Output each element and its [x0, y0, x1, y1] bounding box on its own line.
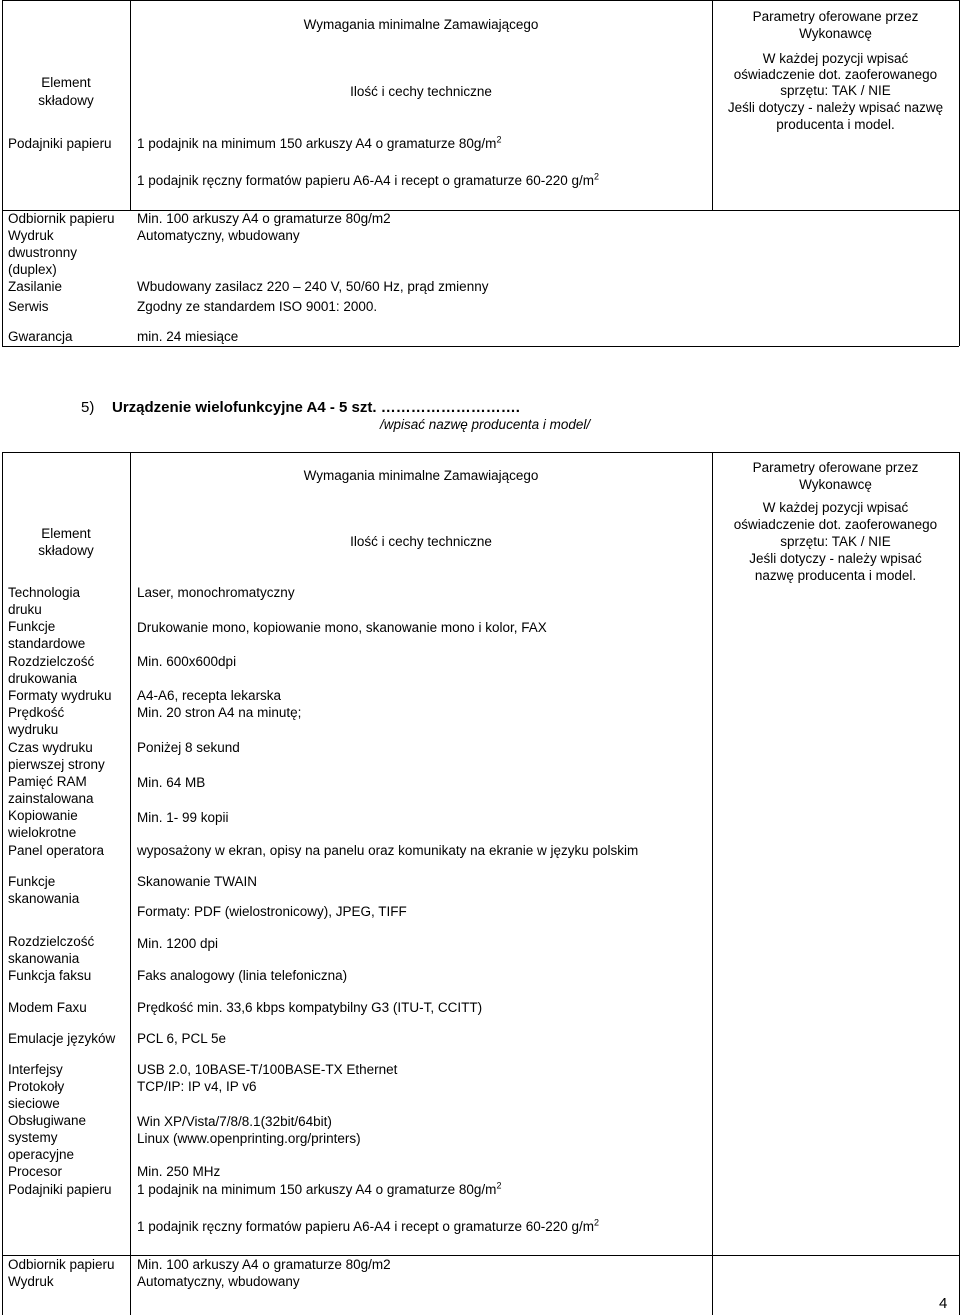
label-protokoly-l2: sieciowe — [8, 1096, 60, 1111]
table1-instruction-line3: sprzętu: TAK / NIE — [780, 83, 891, 98]
table1-header-quantity: Ilość i cechy techniczne — [350, 84, 492, 99]
value-predkosc: Min. 20 stron A4 na minutę; — [137, 705, 302, 720]
label-interfejsy: Interfejsy — [8, 1062, 63, 1077]
value-odbiornik: Min. 100 arkuszy A4 o gramaturze 80g/m2 — [137, 1257, 391, 1272]
label-formaty: Formaty wydruku — [8, 688, 112, 703]
value-os-2: Linux (www.openprinting.org/printers) — [137, 1131, 361, 1146]
value-faks: Faks analogowy (linia telefoniczna) — [137, 968, 348, 983]
section-title: Urządzenie wielofunkcyjne A4 - 5 szt. ………………………. — [112, 399, 520, 416]
value-rozdz-skan: Min. 1200 dpi — [137, 936, 219, 951]
table2-instruction-line1: W każdej pozycji wpisać — [762, 500, 909, 515]
label-emulacje: Emulacje języków — [8, 1031, 116, 1046]
table1-header-requirements: Wymagania minimalne Zamawiającego — [303, 17, 539, 32]
label-os-l2: systemy — [8, 1130, 58, 1145]
value-podajniki-2: 1 podajnik ręczny formatów papieru A6-A4 i recept o gramaturze 60-220 $g/m^2$ — [137, 1217, 600, 1234]
label-predkosc-l1: Prędkość — [8, 705, 65, 720]
table1-header-element-line2: składowy — [38, 93, 94, 108]
value-czas: Poniżej 8 sekund — [137, 740, 240, 755]
label-os-l1: Obsługiwane — [8, 1113, 87, 1128]
value-modem: Prędkość min. 33,6 kbps kompatybilny G3 (ITU-T, CCITT) — [137, 1000, 483, 1015]
value-kopiowanie: Min. 1- 99 kopii — [137, 810, 229, 825]
table2-header-element-line1: Element — [41, 526, 91, 541]
value-zasilanie: Wbudowany zasilacz 220 – 240 V, 50/60 Hz, prąd zmienny — [137, 279, 489, 294]
label-podajniki-papieru: Podajniki papieru — [8, 136, 112, 151]
value-funkcje-skan-2: Formaty: PDF (wielostronicowy), JPEG, TIFF — [137, 904, 407, 919]
value-podajniki-2: 1 podajnik ręczny formatów papieru A6-A4 i recept o gramaturze 60-220 $g/m^2$ — [137, 171, 600, 188]
label-technologia-l2: druku — [8, 602, 42, 617]
page-number: 4 — [939, 1295, 948, 1312]
table2-instruction-line5: nazwę producenta i model. — [754, 568, 917, 583]
table2-header-requirements: Wymagania minimalne Zamawiającego — [303, 468, 539, 483]
label-wydruk-l1: Wydruk — [8, 228, 54, 243]
label-procesor: Procesor — [8, 1164, 63, 1179]
table1-instruction-line5: producenta i model. — [776, 117, 895, 132]
table2-instruction-line2: oświadczenie dot. zaoferowanego — [733, 517, 938, 532]
label-kopiowanie-l2: wielokrotne — [8, 825, 77, 840]
value-wydruk: Automatyczny, wbudowany — [137, 228, 300, 243]
value-technologia: Laser, monochromatyczny — [137, 585, 295, 600]
label-technologia-l1: Technologia — [8, 585, 81, 600]
value-serwis: Zgodny ze standardem ISO 9001: 2000. — [137, 299, 378, 314]
label-wydruk-l2: dwustronny — [8, 245, 78, 260]
table2-instruction-line4: Jeśli dotyczy - należy wpisać — [749, 551, 922, 566]
label-funkcje-l1: Funkcje — [8, 619, 56, 634]
table2-header-element-line2: składowy — [38, 543, 94, 558]
value-protokoly: TCP/IP: IP v4, IP v6 — [137, 1079, 257, 1094]
label-odbiornik-papieru: Odbiornik papieru — [8, 211, 115, 226]
label-funkcje-skan-l1: Funkcje — [8, 874, 56, 889]
table2-header-params-line1: Parametry oferowane przez — [752, 460, 919, 475]
table2-instruction-line3: sprzętu: TAK / NIE — [780, 534, 891, 549]
section-subtitle: /wpisać nazwę producenta i model/ — [380, 417, 591, 432]
table1-instruction-line4: Jeśli dotyczy - należy wpisać nazwę — [727, 100, 944, 115]
label-wydruk-l3: (duplex) — [8, 262, 57, 277]
table1-header-params-line1: Parametry oferowane przez — [752, 9, 919, 24]
value-emulacje: PCL 6, PCL 5e — [137, 1031, 227, 1046]
value-interfejsy: USB 2.0, 10BASE-T/100BASE-TX Ethernet — [137, 1062, 398, 1077]
value-gwarancja: min. 24 miesiące — [137, 329, 239, 344]
value-panel: wyposażony w ekran, opisy na panelu oraz komunikaty na ekranie w języku polskim — [137, 843, 639, 858]
value-formaty: A4-A6, recepta lekarska — [137, 688, 282, 703]
value-wydruk: Automatyczny, wbudowany — [137, 1274, 300, 1289]
label-funkcje-skan-l2: skanowania — [8, 891, 80, 906]
label-rozdz-skan-l1: Rozdzielczość — [8, 934, 95, 949]
label-funkcje-l2: standardowe — [8, 636, 86, 651]
label-ram-l1: Pamięć RAM — [8, 774, 87, 789]
label-zasilanie: Zasilanie — [8, 279, 63, 294]
value-ram: Min. 64 MB — [137, 775, 206, 790]
label-rozdzielczosc-l2: drukowania — [8, 671, 78, 686]
value-podajniki-1: 1 podajnik na minimum 150 arkuszy A4 o gramaturze $80g/m^2$ — [137, 134, 502, 151]
label-podajniki: Podajniki papieru — [8, 1182, 112, 1197]
label-serwis: Serwis — [8, 299, 49, 314]
label-rozdzielczosc-l1: Rozdzielczość — [8, 654, 95, 669]
label-faks: Funkcja faksu — [8, 968, 92, 983]
value-rozdzielczosc: Min. 600x600dpi — [137, 654, 237, 669]
table1-instruction-line1: W każdej pozycji wpisać — [762, 51, 909, 66]
label-wydruk: Wydruk — [8, 1274, 54, 1289]
table2-header-params-line2: Wykonawcę — [799, 477, 872, 492]
label-gwarancja: Gwarancja — [8, 329, 73, 344]
table1-header-element-line1: Element — [41, 75, 91, 90]
value-procesor: Min. 250 MHz — [137, 1164, 221, 1179]
label-odbiornik: Odbiornik papieru — [8, 1257, 115, 1272]
label-czas-l2: pierwszej strony — [8, 757, 105, 772]
label-panel: Panel operatora — [8, 843, 105, 858]
value-podajniki-1: 1 podajnik na minimum 150 arkuszy A4 o gramaturze $80g/m^2$ — [137, 1180, 502, 1197]
table1-header-params-line2: Wykonawcę — [799, 26, 872, 41]
label-czas-l1: Czas wydruku — [8, 740, 93, 755]
label-os-l3: operacyjne — [8, 1147, 75, 1162]
label-modem: Modem Faxu — [8, 1000, 87, 1015]
value-funkcje-skan-1: Skanowanie TWAIN — [137, 874, 258, 889]
label-predkosc-l2: wydruku — [8, 722, 59, 737]
label-ram-l2: zainstalowana — [8, 791, 94, 806]
label-kopiowanie-l1: Kopiowanie — [8, 808, 78, 823]
label-protokoly-l1: Protokoły — [8, 1079, 65, 1094]
label-rozdz-skan-l2: skanowania — [8, 951, 80, 966]
value-os-1: Win XP/Vista/7/8/8.1(32bit/64bit) — [137, 1114, 332, 1129]
table2-header-quantity: Ilość i cechy techniczne — [350, 534, 492, 549]
value-odbiornik: Min. 100 arkuszy A4 o gramaturze 80g/m2 — [137, 211, 391, 226]
section-number: 5) — [81, 399, 95, 416]
table1-instruction-line2: oświadczenie dot. zaoferowanego — [733, 67, 938, 82]
value-funkcje: Drukowanie mono, kopiowanie mono, skanowanie mono i kolor, FAX — [137, 620, 547, 635]
